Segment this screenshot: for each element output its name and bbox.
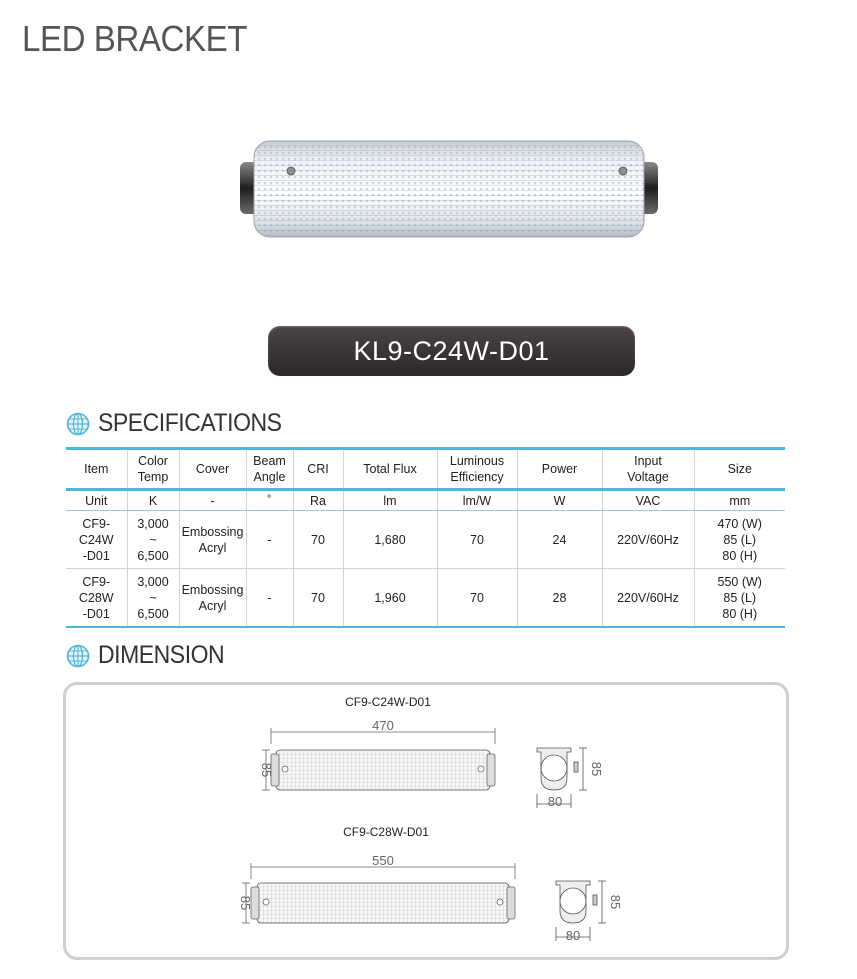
unit-cell: K	[127, 490, 179, 511]
header-beam-angle: Beam Angle	[246, 449, 293, 490]
unit-cell: mm	[694, 490, 785, 511]
unit-cell: lm/W	[437, 490, 517, 511]
product-photo	[238, 138, 660, 240]
header-luminous-efficiency: Luminous Efficiency	[437, 449, 517, 490]
table-row	[66, 569, 785, 628]
unit-cell: W	[517, 490, 602, 511]
globe-icon	[66, 644, 90, 668]
table-row	[66, 511, 785, 569]
header-item: Item	[66, 449, 127, 490]
header-cri: CRI	[293, 449, 343, 490]
header-cover: Cover	[179, 449, 246, 490]
dimension-heading	[66, 641, 235, 670]
drawing-2-height-label: 85	[238, 895, 253, 911]
drawing-1-height-label: 85	[259, 762, 274, 778]
dimension-title: DIMENSION	[98, 641, 225, 669]
cell-voltage: 220V/60Hz	[602, 569, 694, 628]
cell-power: 28	[517, 569, 602, 628]
cell-item: CF9- C28W -D01	[66, 569, 127, 628]
cell-power: 24	[517, 511, 602, 569]
spec-table	[66, 447, 785, 628]
globe-icon	[66, 412, 90, 436]
drawing-1-side-height-label: 85	[589, 761, 604, 777]
specifications-heading	[66, 409, 298, 438]
drawing-2-side-view	[556, 881, 606, 941]
header-size: Size	[694, 449, 785, 490]
drawing-1-depth-label: 80	[547, 794, 563, 809]
cell-total-flux: 1,680	[343, 511, 437, 569]
cell-efficiency: 70	[437, 511, 517, 569]
cell-color-temp: 3,000 ~ 6,500	[127, 511, 179, 569]
cell-voltage: 220V/60Hz	[602, 511, 694, 569]
cell-beam-angle: -	[246, 569, 293, 628]
unit-cell: Ra	[293, 490, 343, 511]
drawing-2-front-view	[242, 863, 515, 923]
page-title: LED BRACKET	[22, 18, 248, 59]
drawing-2-width-label: 550	[372, 853, 394, 868]
drawing-1-model: CF9-C24W-D01	[345, 695, 431, 709]
spec-units-row	[66, 490, 785, 511]
drawing-1-width-label: 470	[372, 718, 394, 733]
cell-total-flux: 1,960	[343, 569, 437, 628]
cell-efficiency: 70	[437, 569, 517, 628]
unit-cell: -	[179, 490, 246, 511]
unit-cell: VAC	[602, 490, 694, 511]
cell-cover: Embossing Acryl	[179, 511, 246, 569]
model-banner: KL9-C24W-D01	[268, 326, 635, 376]
drawing-1-front-view	[262, 728, 495, 790]
header-total-flux: Total Flux	[343, 449, 437, 490]
header-color-temp: Color Temp	[127, 449, 179, 490]
cell-color-temp: 3,000 ~ 6,500	[127, 569, 179, 628]
dimension-drawings	[63, 682, 789, 960]
cell-beam-angle: -	[246, 511, 293, 569]
unit-cell: lm	[343, 490, 437, 511]
specifications-title: SPECIFICATIONS	[98, 409, 282, 437]
unit-cell: ˚	[246, 490, 293, 511]
cell-cri: 70	[293, 511, 343, 569]
header-power: Power	[517, 449, 602, 490]
cell-cover: Embossing Acryl	[179, 569, 246, 628]
cell-size: 550 (W) 85 (L) 80 (H)	[694, 569, 785, 628]
unit-cell: Unit	[66, 490, 127, 511]
drawing-2-side-height-label: 85	[608, 894, 623, 910]
header-input-voltage: Input Voltage	[602, 449, 694, 490]
cell-item: CF9- C24W -D01	[66, 511, 127, 569]
cell-cri: 70	[293, 569, 343, 628]
drawing-2-model: CF9-C28W-D01	[343, 825, 429, 839]
spec-header-row	[66, 449, 785, 490]
drawing-2-depth-label: 80	[565, 928, 581, 943]
cell-size: 470 (W) 85 (L) 80 (H)	[694, 511, 785, 569]
